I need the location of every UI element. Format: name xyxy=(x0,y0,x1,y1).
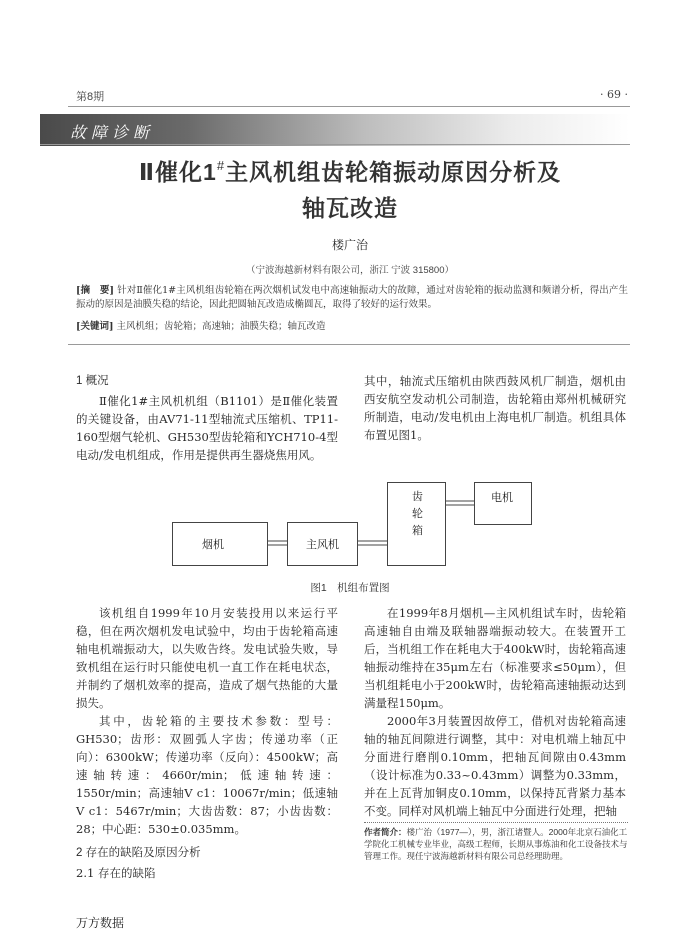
page-number: · 69 · xyxy=(600,88,628,101)
footer-source: 万方数据 xyxy=(76,916,125,930)
label-zhufengji: 主风机 xyxy=(306,539,339,551)
abstract-label: [摘 要] xyxy=(76,285,114,296)
banner-underline xyxy=(40,144,630,145)
issue-number: 第8期 xyxy=(76,91,105,103)
overview-continued xyxy=(364,372,626,444)
author-bio xyxy=(364,826,628,862)
adjustment-paragraph: 2000年3月装置因故停工，借机对齿轮箱高速轴的轴瓦间隙进行调整，其中：对电机端上轴瓦中分面进行磨削0.10mm，把轴瓦间隙由0.43mm（设计标准为0.33~0.43mm）调整为0.33mm，并在上瓦背加铜皮0.10mm，以保持瓦背紧力基本不变。同样对风机端上轴瓦中分面进行处理，把轴 xyxy=(364,714,626,818)
article-title-line2: 轴瓦改造 xyxy=(302,195,398,221)
overview-paragraph: Ⅱ催化1#主风机机组（B1101）是Ⅱ催化装置的关键设备，由AV71-11型轴流式压缩机、TP11-160型烟气轮机、GH530型齿轮箱和YCH710-4型电动/发电机组成，作用是提供再生器烧焦用风。 xyxy=(76,394,338,462)
header-rule xyxy=(68,106,630,107)
bio-separator xyxy=(364,822,628,823)
author-name: 楼广治 xyxy=(331,238,368,252)
abstract xyxy=(76,284,628,312)
bio-label: 作者简介： xyxy=(364,827,407,837)
article-title-line1 xyxy=(60,154,640,187)
trial-run-paragraph: 在1999年8月烟机—主风机组试车时，齿轮箱高速轴自由端及联轴器端振动较大。在装置开工后，当机组工作在耗电大于400kW时，齿轮箱高速轴振动维持在35μm左右（标准要求≤50μm），但当机组耗电小于200kW时，齿轮箱高速轴振动达到满量程150μm。 xyxy=(364,606,626,710)
section-heading-2: 2 存在的缺陷及原因分析 xyxy=(76,847,201,859)
keywords-label: [关键词] xyxy=(76,321,114,332)
column-banner xyxy=(40,114,630,146)
unit-layout-diagram xyxy=(172,482,532,582)
section-heading-2-1: 2.1 存在的缺陷 xyxy=(76,866,156,880)
overview-continued-paragraph: 其中，轴流式压缩机由陕西鼓风机厂制造，烟机由西安航空发动机公司制造，齿轮箱由郑州机械研究所制造，电动/发电机由上海电机厂制造。机组具体布置见图1。 xyxy=(364,374,626,442)
abstract-text: 针对Ⅱ催化1#主风机组齿轮箱在两次烟机试发电中高速轴振动大的故障，通过对齿轮箱的振动监测和频谱分析，得出产生振动的原因是油膜失稳的结论，因此把圆轴瓦改造成椭圆瓦，取得了较好的运行效果。 xyxy=(76,285,628,310)
figure-caption: 图1 机组布置图 xyxy=(310,582,390,594)
column-name: 故障诊断 xyxy=(70,123,155,142)
section-heading-1: 1 概况 xyxy=(76,375,109,387)
title-superscript: # xyxy=(216,158,226,173)
label-gearbox-1: 齿 xyxy=(412,491,423,503)
author-affiliation: （宁波海越新材料有限公司，浙江 宁波 315800） xyxy=(246,265,454,276)
background-paragraph: 该机组自1999年10月安装投用以来运行平稳，但在两次烟机发电试验中，均由于齿轮箱高速轴电机端振动大，以失败告终。发电试验失败，导致机组在运行时只能使电机一直工作在耗电状态，并制约了烟机效率的提高，造成了烟气热能的大量损失。 xyxy=(76,606,338,710)
bio-text: 楼广治（1977—），男，浙江诸暨人。2000年北京石油化工学院化工机械专业毕业，高级工程师，长期从事炼油和化工设备技术与管理工作。现任宁波海越新材料有限公司总经理助理。 xyxy=(364,827,628,861)
abstract-separator xyxy=(68,344,630,345)
left-column-lower xyxy=(76,604,338,882)
gearbox-parameters-paragraph: 其中，齿轮箱的主要技术参数：型号：GH530；齿形：双圆弧人字齿；传递功率（正向）：6300kW；传递功率（反向）：4500kW；高速轴转速：4660r/min；低速轴转速：1550r/min；高速轴V c1：10067r/min；低速轴V c1：5467r/min；大齿齿数：87；小齿齿数：28；中心距：530±0.035mm。 xyxy=(76,714,338,836)
title-prefix: Ⅱ催化1 xyxy=(138,159,217,185)
keywords xyxy=(76,318,628,332)
section-overview xyxy=(76,372,338,464)
label-gearbox-2: 轮 xyxy=(412,508,423,520)
right-column-lower xyxy=(364,604,626,820)
label-yanji: 烟机 xyxy=(202,539,224,551)
title-main: 主风机组齿轮箱振动原因分析及 xyxy=(225,159,562,185)
label-gearbox-3: 箱 xyxy=(412,525,423,537)
keywords-text: 主风机组；齿轮箱；高速轴；油膜失稳；轴瓦改造 xyxy=(116,321,326,332)
label-motor: 电机 xyxy=(491,492,513,504)
